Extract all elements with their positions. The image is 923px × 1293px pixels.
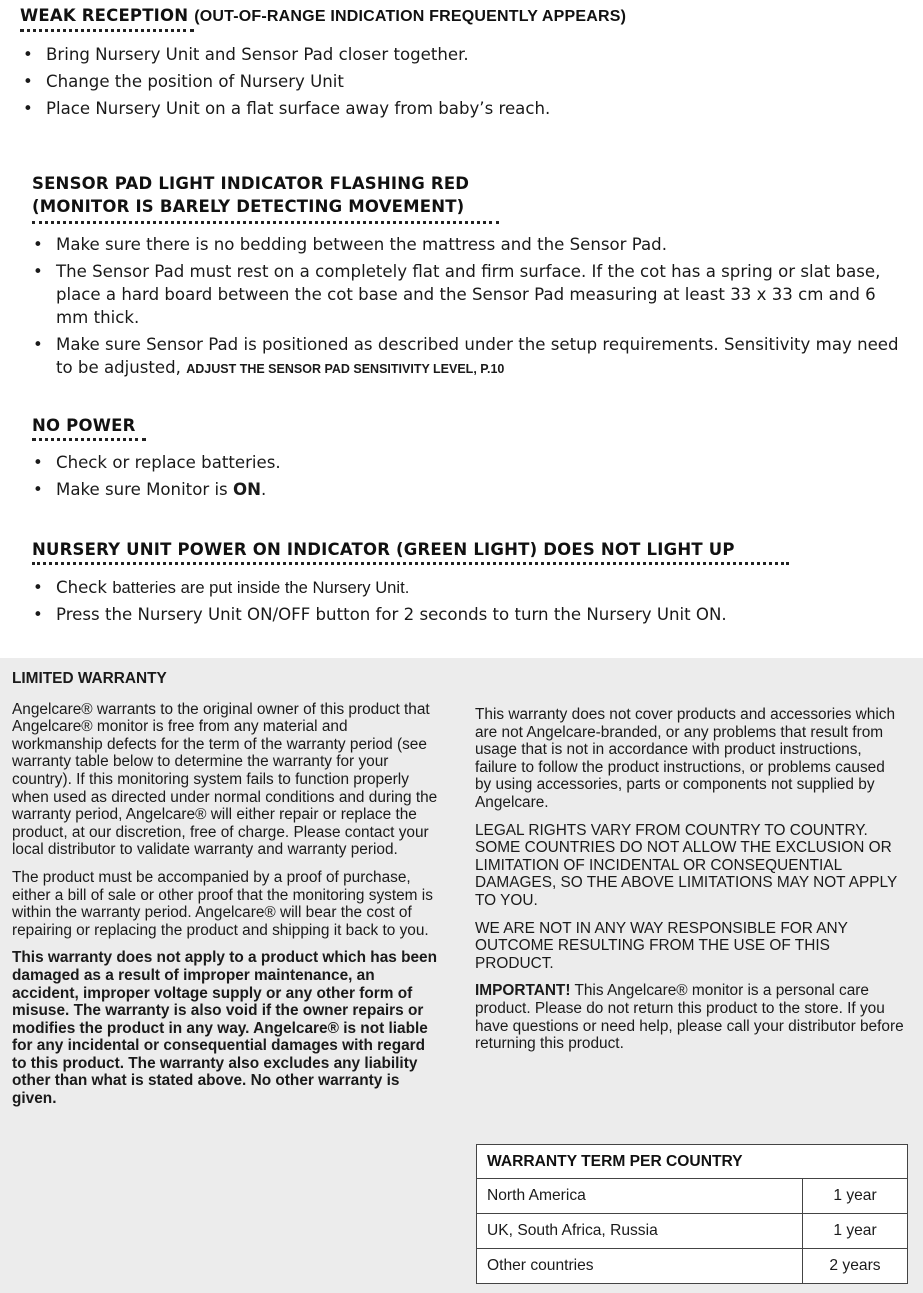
list-item: • The Sensor Pad must rest on a completely flat and firm surface. If the cot has a spring or slat base, place a hard board between the cot base and the Sensor Pad measuring at least 33 x 33 cm and 6 mm thick. — [32, 260, 912, 329]
warranty-paragraph: Angelcare® warrants to the original owner of this product that Angelcare® monitor is free from any material and workmanship defects for the term of the warranty period (see warranty table below to determine the warranty for your country). If this monitoring system fails to function properly when used as directed under normal conditions and during the warranty period, Angelcare® will either repair or replace the product, at our discretion, free of charge. Please contact your local distributor to validate warranty and warranty period. — [12, 700, 438, 859]
table-row — [477, 1179, 908, 1214]
list-item: • Check or replace batteries. — [32, 451, 912, 474]
weak-reception-subtitle: (OUT-OF-RANGE INDICATION FREQUENTLY APPEARS) — [194, 8, 627, 25]
country-cell: North America — [477, 1179, 803, 1214]
weak-reception-section — [20, 6, 900, 124]
table-header: WARRANTY TERM PER COUNTRY — [477, 1145, 908, 1179]
no-power-list — [32, 451, 912, 501]
warranty-paragraph: This warranty does not apply to a product which has been damaged as a result of improper maintenance, an accident, improper voltage supply or any other form of misuse. The warranty is also void if the owner repairs or modifies the product in any way. Angelcare® is not liable for any incidental or consequential damages with regard to this product. The warranty also excludes any liability other than what is stated above. No other warranty is given. — [12, 949, 438, 1108]
list-item: • Change the position of Nursery Unit — [22, 70, 900, 93]
on-emphasis: ON — [232, 480, 261, 499]
legal-rights-paragraph: LEGAL RIGHTS VARY FROM COUNTRY TO COUNTRY. SOME COUNTRIES DO NOT ALLOW THE EXCLUSION OR LIMITATION OF INCIDENTAL OR CONSEQUENTIAL DAMAGES, SO THE ABOVE LIMITATIONS MAY NOT APPLY TO YOU. — [475, 821, 897, 909]
country-cell: UK, South Africa, Russia — [477, 1214, 803, 1249]
green-light-list — [32, 576, 912, 626]
term-cell: 2 years — [803, 1249, 908, 1284]
sensor-pad-list — [32, 233, 912, 381]
no-power-section — [32, 416, 912, 505]
heading-underline — [32, 562, 789, 565]
sensor-pad-section — [32, 172, 912, 385]
warranty-left-column — [12, 670, 442, 1118]
list-item: • Place Nursery Unit on a flat surface away from baby’s reach. — [22, 97, 900, 120]
important-label: IMPORTANT! — [475, 982, 571, 1000]
green-light-title: NURSERY UNIT POWER ON INDICATOR (GREEN LIGHT) DOES NOT LIGHT UP — [32, 540, 735, 559]
no-power-title: NO POWER — [32, 416, 136, 435]
sensor-pad-title-line2: (MONITOR IS BARELY DETECTING MOVEMENT) — [32, 197, 465, 216]
term-cell: 1 year — [803, 1214, 908, 1249]
warranty-title: LIMITED WARRANTY — [12, 670, 167, 687]
liability-paragraph: WE ARE NOT IN ANY WAY RESPONSIBLE FOR ANY OUTCOME RESULTING FROM THE USE OF THIS PRODUCT. — [475, 919, 848, 972]
list-item: • Bring Nursery Unit and Sensor Pad closer together. — [22, 43, 900, 66]
list-item-text: Make sure Sensor Pad is positioned as described under the setup requirements. Sensitivity may need to be adjusted, — [56, 335, 899, 377]
list-item — [32, 333, 912, 381]
list-item: • Make sure there is no bedding between the mattress and the Sensor Pad. — [32, 233, 912, 256]
warranty-term-table — [476, 1144, 908, 1284]
warranty-right-column — [475, 706, 905, 1063]
page-reference: ADJUST THE SENSOR PAD SENSITIVITY LEVEL, P.10 — [186, 362, 505, 376]
heading-underline — [32, 438, 146, 441]
weak-reception-list — [22, 43, 900, 120]
heading-underline — [32, 221, 499, 224]
term-cell: 1 year — [803, 1179, 908, 1214]
weak-reception-title: WEAK RECEPTION — [20, 6, 189, 25]
sensor-pad-heading — [32, 172, 912, 218]
heading-underline — [20, 29, 194, 32]
green-light-section — [32, 540, 912, 630]
sensor-pad-title-line1: SENSOR PAD LIGHT INDICATOR FLASHING RED — [32, 174, 470, 193]
list-item: • Press the Nursery Unit ON/OFF button for 2 seconds to turn the Nursery Unit ON. — [32, 603, 912, 626]
warranty-paragraph: The product must be accompanied by a proof of purchase, either a bill of sale or other proof that the monitoring system is within the warranty period. Angelcare® will bear the cost of repairing or replacing the product and shipping it back to you. — [12, 868, 433, 939]
table-row — [477, 1249, 908, 1284]
list-item: • Make sure Monitor is ON. — [32, 478, 912, 501]
important-paragraph: IMPORTANT! This Angelcare® monitor is a personal care product. Please do not return this product to the store. If you have questions or need help, please call your distributor before returning this product. — [475, 982, 904, 1053]
country-cell: Other countries — [477, 1249, 803, 1284]
warranty-paragraph: This warranty does not cover products and accessories which are not Angelcare-branded, or any problems that result from usage that is not in accordance with product instructions, failure to follow the product instructions, or problems caused by using accessories, parts or components not supplied by Angelcare. — [475, 706, 896, 811]
weak-reception-heading — [20, 6, 900, 26]
table-row — [477, 1214, 908, 1249]
list-item: • Check batteries are put inside the Nursery Unit. — [32, 576, 912, 599]
